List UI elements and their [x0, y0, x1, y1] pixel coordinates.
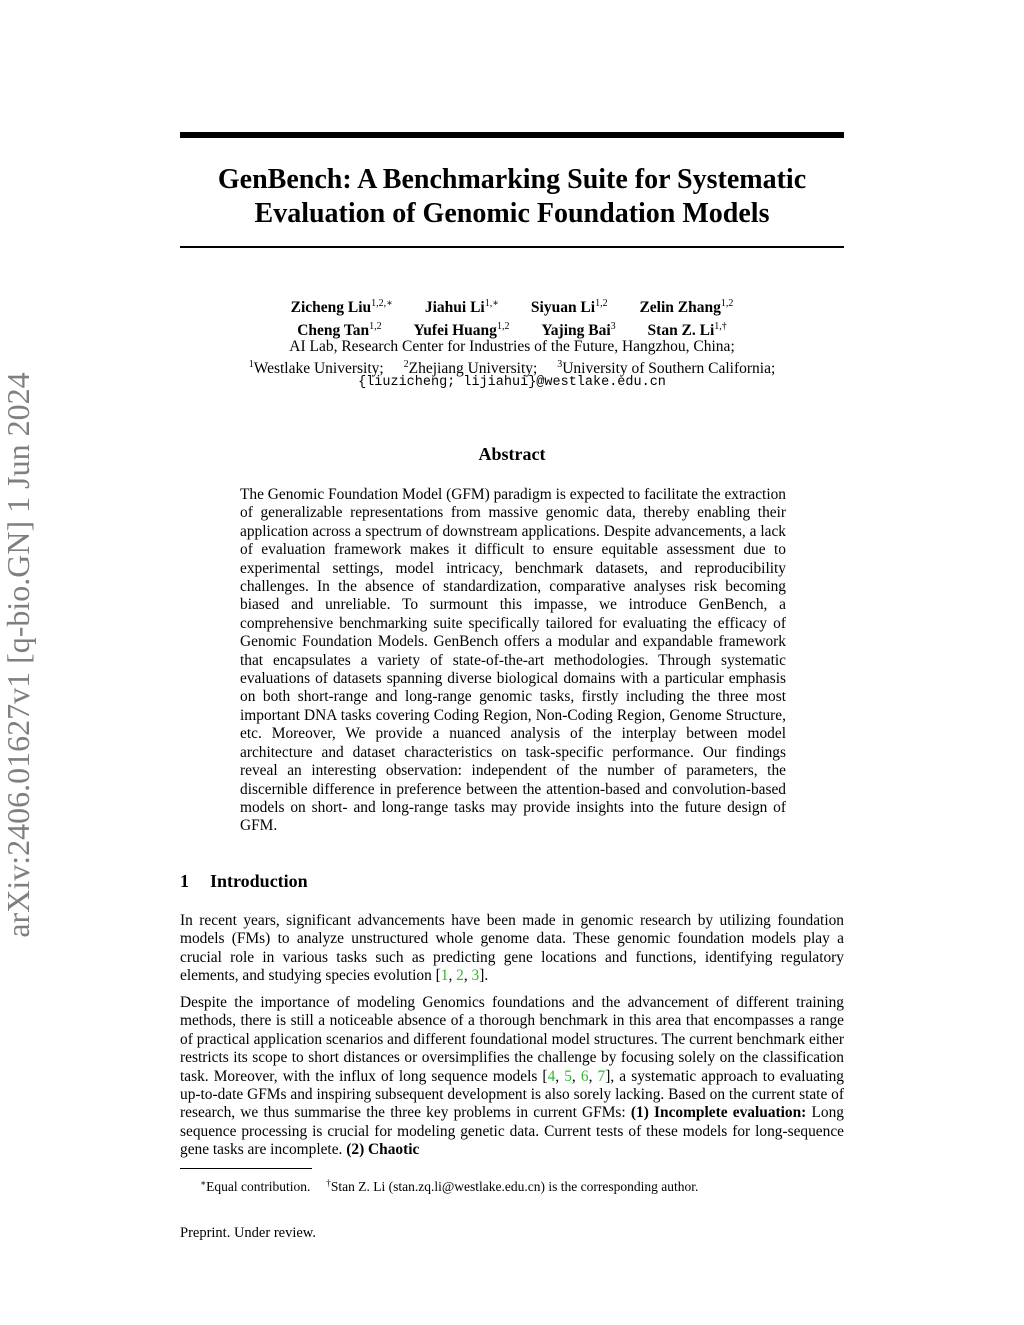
citation-link[interactable]: 7 [597, 1067, 606, 1085]
paper-title [180, 163, 844, 231]
author: Siyuan Li$^{1,2}$ [530, 298, 608, 316]
problem-label: (1) Incomplete evaluation: [630, 1104, 807, 1122]
citation-link[interactable]: 2 [456, 967, 464, 985]
author: Yufei Huang$^{1,2}$ [413, 321, 510, 339]
author: Jiahui $Li^{1,∗}$ [424, 298, 500, 316]
footnote-rule [180, 1168, 312, 1169]
section-heading [180, 870, 308, 892]
author-email[interactable]: {liuzicheng; lijiahui}@westlake.edu.cn [358, 375, 666, 390]
abstract-heading: Abstract [478, 444, 546, 464]
author: Zicheng Liu$^{1,2,∗}$ [290, 298, 393, 316]
section-number: 1 [180, 871, 189, 891]
footnote-equal-contribution: ∗Equal contribution. [200, 1178, 311, 1194]
title-bottom-rule [180, 246, 844, 248]
title-line-1: GenBench: A Benchmarking Suite for Systematic [217, 164, 807, 195]
section-title: Introduction [210, 871, 308, 891]
affiliation: $^3$University of Southern California; [557, 359, 776, 377]
citation-link[interactable]: 3 [471, 967, 480, 985]
citation-link[interactable]: 4 [547, 1067, 556, 1085]
affiliation: $^2$Zhejiang University; [403, 359, 538, 377]
citation-link[interactable]: 6 [580, 1067, 589, 1085]
author: Zelin Zhang$^{1,2}$ [639, 298, 734, 316]
footnote-corresponding-author: †Stan Z. Li (stan.zq.li@westlake.edu.cn) is the corresponding author. [326, 1178, 699, 1194]
arxiv-identifier[interactable]: arXiv:2406.01627v1 [q-bio.GN] 1 Jun 2024 [0, 372, 36, 938]
affiliation: $^1$Westlake University; [248, 359, 384, 377]
preprint-notice: Preprint. Under review. [180, 1225, 316, 1241]
intro-paragraph-1: In recent years, significant advancements have been made in genomic research by utilizing foundation models (FMs) to analyze unstructured whole genome data. These genomic foundation models play a crucial role in various tasks such as predicting gene locations and functions, identifying regulatory elements, and studying species evolution [1, 2, 3]. [180, 912, 844, 985]
problem-label: (2) Chaotic [346, 1141, 420, 1159]
citation-link[interactable]: 1 [440, 967, 449, 985]
author-list-row-1 [180, 294, 844, 318]
title-top-rule [180, 132, 844, 138]
author: Yajing Bai$^3$ [541, 321, 616, 339]
affiliation-main: AI Lab, Research Center for Industries of the Future, Hangzhou, China; [289, 338, 735, 355]
intro-paragraph-2: Despite the importance of modeling Genomics foundations and the advancement of different training methods, there is still a noticeable absence of a thorough benchmark in this area that encompasses a range of practical application scenarios and different foundational model structures. The current benchmark either restricts its scope to short distances or oversimplifies the challenge by focusing solely on the classification task. Moreover, with the influx of long sequence models [4, 5, 6, 7], a systematic approach to evaluating up-to-date GFMs and inspiring subsequent development is also sorely lacking. Based on the current state of research, we thus summarise the three key problems in current GFMs: (1) Incomplete evaluation: Long sequence processing is crucial for modeling genetic data. Current tests of these models for long-sequence gene tasks are incomplete. (2) Chaotic [180, 994, 845, 1159]
title-line-2: Evaluation of Genomic Foundation Models [254, 198, 770, 229]
author: Stan Z. $Li^{1,\dagger}$ [647, 321, 727, 339]
citation-link[interactable]: 5 [564, 1067, 572, 1085]
abstract-text: The Genomic Foundation Model (GFM) paradigm is expected to facilitate the extraction of generalizable representations from massive genomic data, thereby enabling their application across a spectrum of downstream applications. Despite advancements, a lack of evaluation framework makes it difficult to ensure equitable assessment due to experimental settings, model intricacy, benchmark datasets, and reproducibility challenges. In the absence of standardization, comparative analyses risk becoming biased and unreliable. To surmount this impasse, we introduce GenBench, a comprehensive benchmarking suite specifically tailored for evaluating the efficacy of Genomic Foundation Models. GenBench offers a modular and expandable framework that encapsulates a variety of state-of-the-art methodologies. Through systematic evaluations of datasets spanning diverse biological domains with a particular emphasis on both short-range and long-range genomic tasks, firstly including the three most important DNA tasks covering Coding Region, Non-Coding Region, Genome Structure, etc. Moreover, We provide a nuanced analysis of the interplay between model architecture and dataset characteristics on task-specific performance. Our findings reveal an interesting observation: independent of the number of parameters, the discernible difference in preference between the attention-based and convolution-based models on short- and long-range tasks may provide insights into the future design of GFM. [240, 486, 786, 835]
footnotes [180, 1175, 844, 1195]
author: Cheng Tan$^{1,2}$ [297, 321, 382, 339]
